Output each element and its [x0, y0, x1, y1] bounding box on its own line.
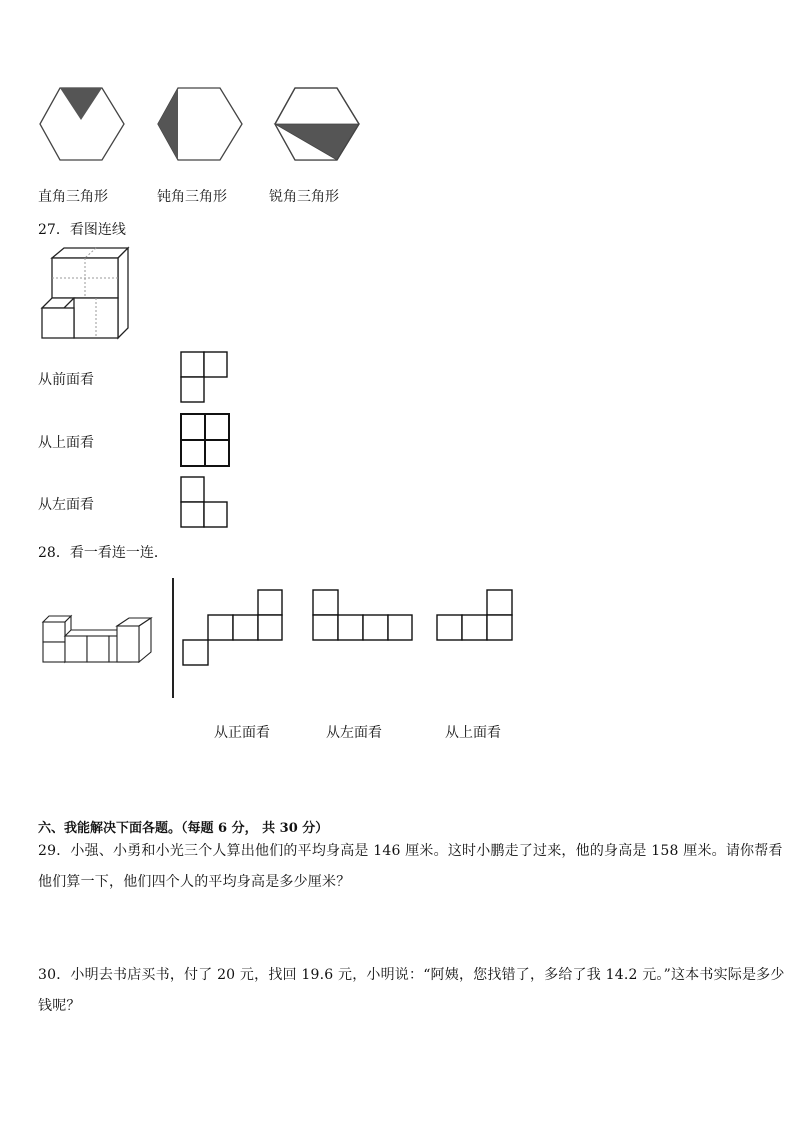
q27-title: 27．看图连线 [38, 222, 126, 238]
q28-view-grid-a[interactable] [182, 589, 284, 667]
q27-row-left: 从左面看 [38, 497, 94, 513]
q29-line-1: 29．小强、小勇和小光三个人算出他们的平均身高是 146 厘米。这时小鹏走了过来，他的身高是 158 厘米。请你帮看 [38, 843, 783, 859]
hexagon-label-obtuse: 钝角三角形 [157, 189, 227, 205]
hexagon-acute-triangle-figure [273, 86, 363, 162]
q27-view-grid-b[interactable] [180, 413, 232, 469]
q28-title: 28．看一看连一连． [38, 545, 168, 561]
q27-row-front: 从前面看 [38, 372, 94, 388]
q30-line-1: 30．小明去书店买书，付了 20 元，找回 19.6 元，小明说：“阿姨，您找错了，多给了我 14.2 元。”这本书实际是多少 [38, 967, 785, 983]
q27-view-grid-c[interactable] [180, 476, 230, 530]
section-6-heading: 六、我能解决下面各题。（每题 6 分， 共 30 分） [38, 821, 329, 836]
q28-view-grid-c[interactable] [436, 589, 514, 643]
q28-label-front[interactable]: 从正面看 [214, 725, 270, 741]
hexagon-label-acute: 锐角三角形 [269, 189, 339, 205]
q28-view-grid-b[interactable] [312, 589, 414, 643]
q27-cube-stack-figure [40, 244, 132, 342]
q28-label-top[interactable]: 从上面看 [445, 725, 501, 741]
hexagon-right-triangle-figure [38, 86, 128, 162]
q28-divider-line [172, 578, 174, 698]
q28-label-left[interactable]: 从左面看 [326, 725, 382, 741]
q27-view-grid-a[interactable] [180, 351, 230, 405]
hexagon-obtuse-triangle-figure [156, 86, 246, 162]
q27-row-top: 从上面看 [38, 435, 94, 451]
q28-cube-row-figure [42, 612, 154, 666]
q29-line-2: 他们算一下，他们四个人的平均身高是多少厘米？ [38, 874, 351, 890]
hexagon-label-right: 直角三角形 [38, 189, 108, 205]
q30-line-2: 钱呢？ [38, 998, 81, 1014]
